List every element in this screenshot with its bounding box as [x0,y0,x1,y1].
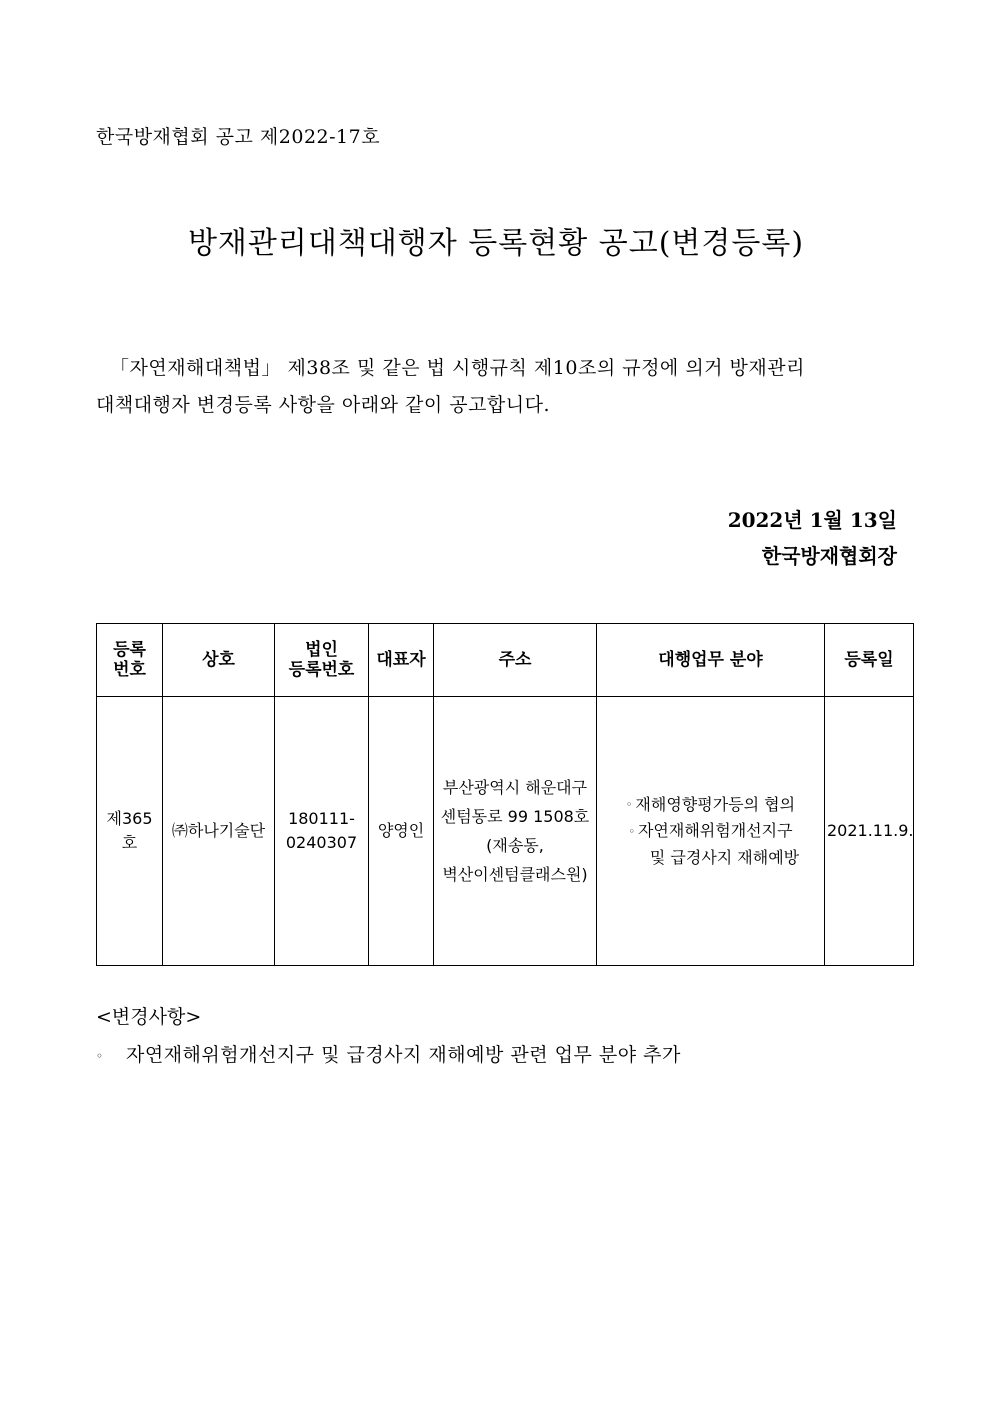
scope-bullet-icon: ◦ [628,824,635,838]
notice-date: 2022년 1월 13일 [727,508,897,532]
issuer-name: 한국방재협회장 [761,544,897,568]
header-rep: 대표자 [369,624,434,697]
header-reg-date: 등록일 [825,624,914,697]
corp-no-line-1: 180111- [288,809,355,828]
registration-table [96,623,914,966]
scope-item-1 [599,792,822,819]
body-paragraph [96,350,902,424]
table-header-row [97,624,914,697]
page-title: 방재관리대책대행자 등록현황 공고(변경등록) [187,226,805,261]
header-corp-no-line-1: 법인 [305,640,338,660]
changes-item-text: 자연재해위험개선지구 및 급경사지 재해예방 관련 업무 분야 추가 [126,1044,681,1066]
scope-item-2-continuation: 및 급경사지 재해예방 [649,847,800,867]
body-line-2: 대책대행자 변경등록 사항을 아래와 같이 공고합니다. [96,394,551,416]
address-line-4: 벽산이센텀클래스원) [442,865,588,884]
address-line-1: 부산광역시 해운대구 [442,778,588,797]
header-reg-no [97,624,163,697]
changes-heading: <변경사항> [96,1006,202,1028]
header-reg-no-line-1: 등록 [113,640,146,660]
cell-address [434,697,597,966]
cell-scope [597,697,825,966]
corp-no-line-2: 0240307 [285,833,358,852]
cell-reg-no: 제365호 [97,697,163,966]
header-company: 상호 [163,624,275,697]
header-scope: 대행업무 분야 [597,624,825,697]
changes-item [96,1040,681,1067]
body-line-1: 「자연재해대책법」 제38조 및 같은 법 시행규칙 제10조의 규정에 의거 방재관리 [110,357,805,379]
header-address: 주소 [434,624,597,697]
cell-reg-date: 2021.11.9. [825,697,914,966]
cell-company: ㈜하나기술단 [163,697,275,966]
scope-bullet-icon: ◦ [625,798,633,811]
address-line-2: 센텀동로 99 1508호 [440,807,590,826]
notice-number: 한국방재협회 공고 제2022-17호 [96,126,381,148]
address-line-3: (재송동, [486,836,544,855]
table-row [97,697,914,966]
scope-item-2-text: 자연재해위험개선지구 [637,821,793,840]
changes-bullet-icon: ◦ [96,1049,104,1063]
scope-item-1-text: 재해영향평가등의 협의 [635,794,796,814]
cell-rep: 양영인 [369,697,434,966]
scope-item-2 [599,818,822,845]
header-reg-no-line-2: 번호 [113,660,146,680]
header-corp-no-line-2: 등록번호 [288,660,355,680]
cell-corp-no [275,697,369,966]
header-corp-no [275,624,369,697]
